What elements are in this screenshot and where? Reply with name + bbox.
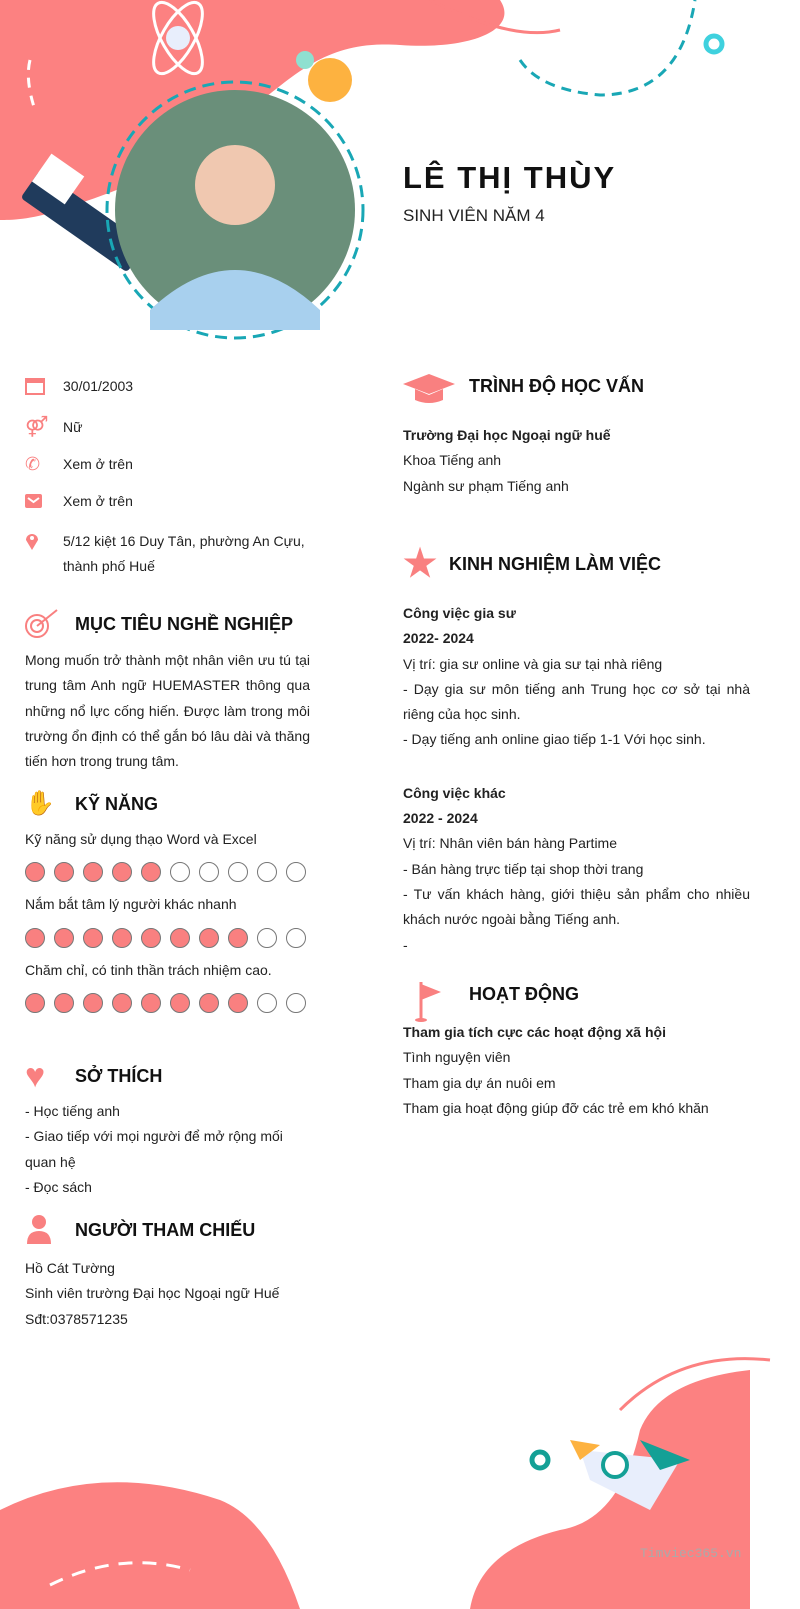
- header-decoration: [0, 0, 800, 360]
- rating-dot: [54, 928, 74, 948]
- footer-decoration: [0, 1350, 800, 1609]
- skill-rating: [25, 993, 310, 1013]
- candidate-title: SINH VIÊN NĂM 4: [403, 206, 545, 225]
- experience-section: ★ KINH NGHIỆM LÀM VIỆC Công việc gia sư 2022- 2024 Vị trí: gia sư online và gia sư tại nhà riêng - Dạy gia sư môn tiếng anh Trung học cơ sở tại nhà riêng của học sinh. - Dạy tiếng anh online giao tiếp 1-1 Với học sinh. Công việc khác 2022 - 2024 Vị trí: Nhân viên bán hàng Partime - Bán hàng trực tiếp tại shop thời trang - Tư vấn khách hàng, giới thiệu sản phẩm cho nhiều khách nước ngoài bằng Tiếng anh. -: [403, 548, 750, 958]
- skill-name: Nắm bắt tâm lý người khác nhanh: [25, 896, 237, 913]
- rating-dot: [286, 862, 306, 882]
- watermark: Timviec365.vn: [640, 1546, 742, 1561]
- graduation-cap-icon: [403, 370, 455, 404]
- objective-text: Mong muốn trở thành một nhân viên ưu tú tại trung tâm Anh ngữ HUEMASTER thông qua những nổ lực cống hiến. Được làm trong môi trường ổn định có thể gắn bó lâu dài và thăng tiến hơn trong trung tâm.: [25, 652, 310, 770]
- personal-info: [25, 374, 310, 591]
- person-icon: [25, 1214, 53, 1244]
- info-item: 5/12 kiệt 16 Duy Tân, phường An Cựu, thành phố Huế: [25, 529, 310, 579]
- rating-dot: [228, 993, 248, 1013]
- rating-dot: [112, 862, 132, 882]
- education-section: TRÌNH ĐỘ HỌC VẤN Trường Đại học Ngoại ngữ huế Khoa Tiếng anh Ngành sư phạm Tiếng anh: [403, 370, 750, 499]
- rating-dot: [199, 862, 219, 882]
- skills-section: ✋ KỸ NĂNG Kỹ năng sử dụng thạo Word và Excel Nắm bắt tâm lý người khác nhanh Chăm chỉ, có tinh thần trách nhiệm cao.: [25, 788, 310, 1023]
- rating-dot: [228, 862, 248, 882]
- info-item: ✆ Xem ở trên: [25, 454, 133, 474]
- rating-dot: [228, 928, 248, 948]
- rating-dot: [199, 993, 219, 1013]
- info-item: 30/01/2003: [25, 374, 310, 403]
- heart-icon: ♥: [25, 1057, 46, 1095]
- lightbulb-icon: [296, 51, 352, 102]
- rating-dot: [83, 993, 103, 1013]
- star-icon: ★: [403, 543, 438, 585]
- rating-dot: [112, 993, 132, 1013]
- reference-section: NGƯỜI THAM CHIẾU Hồ Cát Tường Sinh viên trường Đại học Ngoại ngữ Huế Sđt:0378571235: [25, 1214, 310, 1332]
- candidate-name: LÊ THỊ THÙY: [403, 160, 617, 195]
- calendar-icon: [25, 377, 45, 395]
- email-icon: [25, 493, 43, 509]
- info-item: ⚤ Nữ: [25, 416, 83, 438]
- rating-dot: [170, 862, 190, 882]
- skill-name: Kỹ năng sử dụng thạo Word và Excel: [25, 831, 257, 847]
- rating-dot: [257, 928, 277, 948]
- rating-dot: [286, 993, 306, 1013]
- rating-dot: [83, 928, 103, 948]
- activities-section: HOẠT ĐỘNG Tham gia tích cực các hoạt động xã hội Tình nguyện viên Tham gia dự án nuôi em Tham gia hoạt động giúp đỡ các trẻ em khó khăn: [403, 978, 750, 1121]
- objective-section: MỤC TIÊU NGHỀ NGHIỆP Mong muốn trở thành một nhân viên ưu tú tại trung tâm Anh ngữ HUEMASTER thông qua những nổ lực cống hiến. Được làm trong môi trường ổn định có thể gắn bó lâu dài và thăng tiến hơn trong trung tâm.: [25, 608, 310, 774]
- rating-dot: [199, 928, 219, 948]
- rating-dot: [25, 862, 45, 882]
- hobbies-section: ♥ SỞ THÍCH - Học tiếng anh - Giao tiếp với mọi người để mở rộng mối quan hệ - Đọc sách: [25, 1057, 283, 1195]
- rating-dot: [25, 928, 45, 948]
- gender-icon: ⚤: [25, 416, 49, 438]
- header: [403, 160, 616, 226]
- skill-rating: [25, 862, 310, 882]
- skill-rating: [25, 928, 310, 948]
- rating-dot: [141, 928, 161, 948]
- location-icon: [25, 532, 39, 550]
- rating-dot: [170, 993, 190, 1013]
- skill-name: Chăm chỉ, có tinh thần trách nhiệm cao.: [25, 961, 272, 978]
- rating-dot: [83, 862, 103, 882]
- rating-dot: [54, 862, 74, 882]
- job-item: Công việc khác 2022 - 2024 Vị trí: Nhân viên bán hàng Partime - Bán hàng trực tiếp tại shop thời trang - Tư vấn khách hàng, giới thiệu sản phẩm cho nhiều khách nước ngoài bằng Tiếng anh. -: [403, 784, 750, 953]
- rating-dot: [54, 993, 74, 1013]
- flag-icon: [403, 978, 443, 1022]
- rating-dot: [257, 993, 277, 1013]
- job-item: Công việc gia sư 2022- 2024 Vị trí: gia sư online và gia sư tại nhà riêng - Dạy gia sư môn tiếng anh Trung học cơ sở tại nhà riêng của học sinh. - Dạy tiếng anh online giao tiếp 1-1 Với học sinh.: [403, 605, 750, 748]
- target-icon: [25, 608, 59, 640]
- rating-dot: [141, 993, 161, 1013]
- rating-dot: [257, 862, 277, 882]
- phone-icon: ✆: [25, 454, 41, 474]
- rating-dot: [286, 928, 306, 948]
- rating-dot: [170, 928, 190, 948]
- hand-icon: ✋: [25, 790, 55, 817]
- rating-dot: [25, 993, 45, 1013]
- rating-dot: [141, 862, 161, 882]
- rating-dot: [112, 928, 132, 948]
- info-item: Xem ở trên: [25, 489, 310, 517]
